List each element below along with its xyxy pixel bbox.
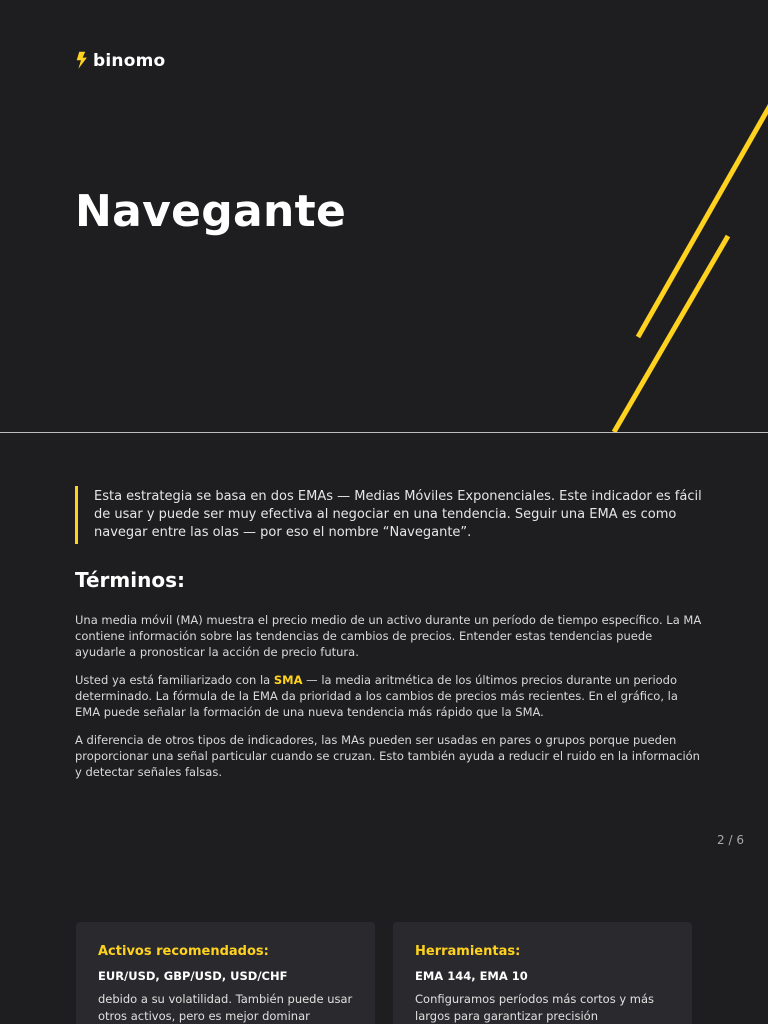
card-title: Herramientas: [415,944,521,959]
paragraph-text: — la media aritmética de los últimos precios durante un periodo determinado. La fórmula de la EMA da prioridad a los cambios de precios más recientes. En el gráfico, la EMA puede señalar la formación de una nueva tendencia más rápido que la SMA. [75,673,678,719]
sma-highlight: SMA [273,673,303,687]
card-body: debido a su volatilidad. También puede usar otros activos, pero es mejor dominar [98,992,353,1023]
brand-name: binomo [93,51,166,71]
card-title: Activos recomendados: [98,944,269,959]
intro-quote: Esta estrategia se basa en dos EMAs — Medias Móviles Exponenciales. Este indicador es fácil de usar y puede ser muy efectiva al negociar en una tendencia. Seguir una EMA es como navegar entre las olas — por eso el nombre “Navegante”. [75,486,705,544]
recommended-assets-card [76,922,375,1024]
brand-logo[interactable] [75,50,165,72]
tools-card [393,922,692,1024]
decorative-stripes [560,80,768,440]
card-body: Configuramos períodos más cortos y más largos para garantizar precisión [415,992,655,1023]
card-subtitle: EMA 144, EMA 10 [415,969,528,983]
terms-paragraph-2 [75,672,705,720]
page-title: Navegante [75,186,347,237]
terms-paragraph-3: A diferencia de otros tipos de indicadores, las MAs pueden ser usadas en pares o grupos porque pueden proporcionar una señal particular cuando se cruzan. Esto también ayuda a reducir el ruido en la información y detectar señales falsas. [75,733,700,779]
paragraph-text: Usted ya está familiarizado con la [75,673,274,687]
card-subtitle: EUR/USD, GBP/USD, USD/CHF [98,969,288,983]
lightning-icon [75,50,89,72]
terms-heading: Términos: [75,568,185,592]
section-divider [0,432,768,433]
terms-paragraph-1: Una media móvil (MA) muestra el precio medio de un activo durante un período de tiempo específico. La MA contiene información sobre las tendencias de cambios de precios. Entender estas tendencias puede ayudarle a pronosticar la acción de precio futura. [75,613,702,659]
page-number: 2 / 6 [717,833,744,847]
